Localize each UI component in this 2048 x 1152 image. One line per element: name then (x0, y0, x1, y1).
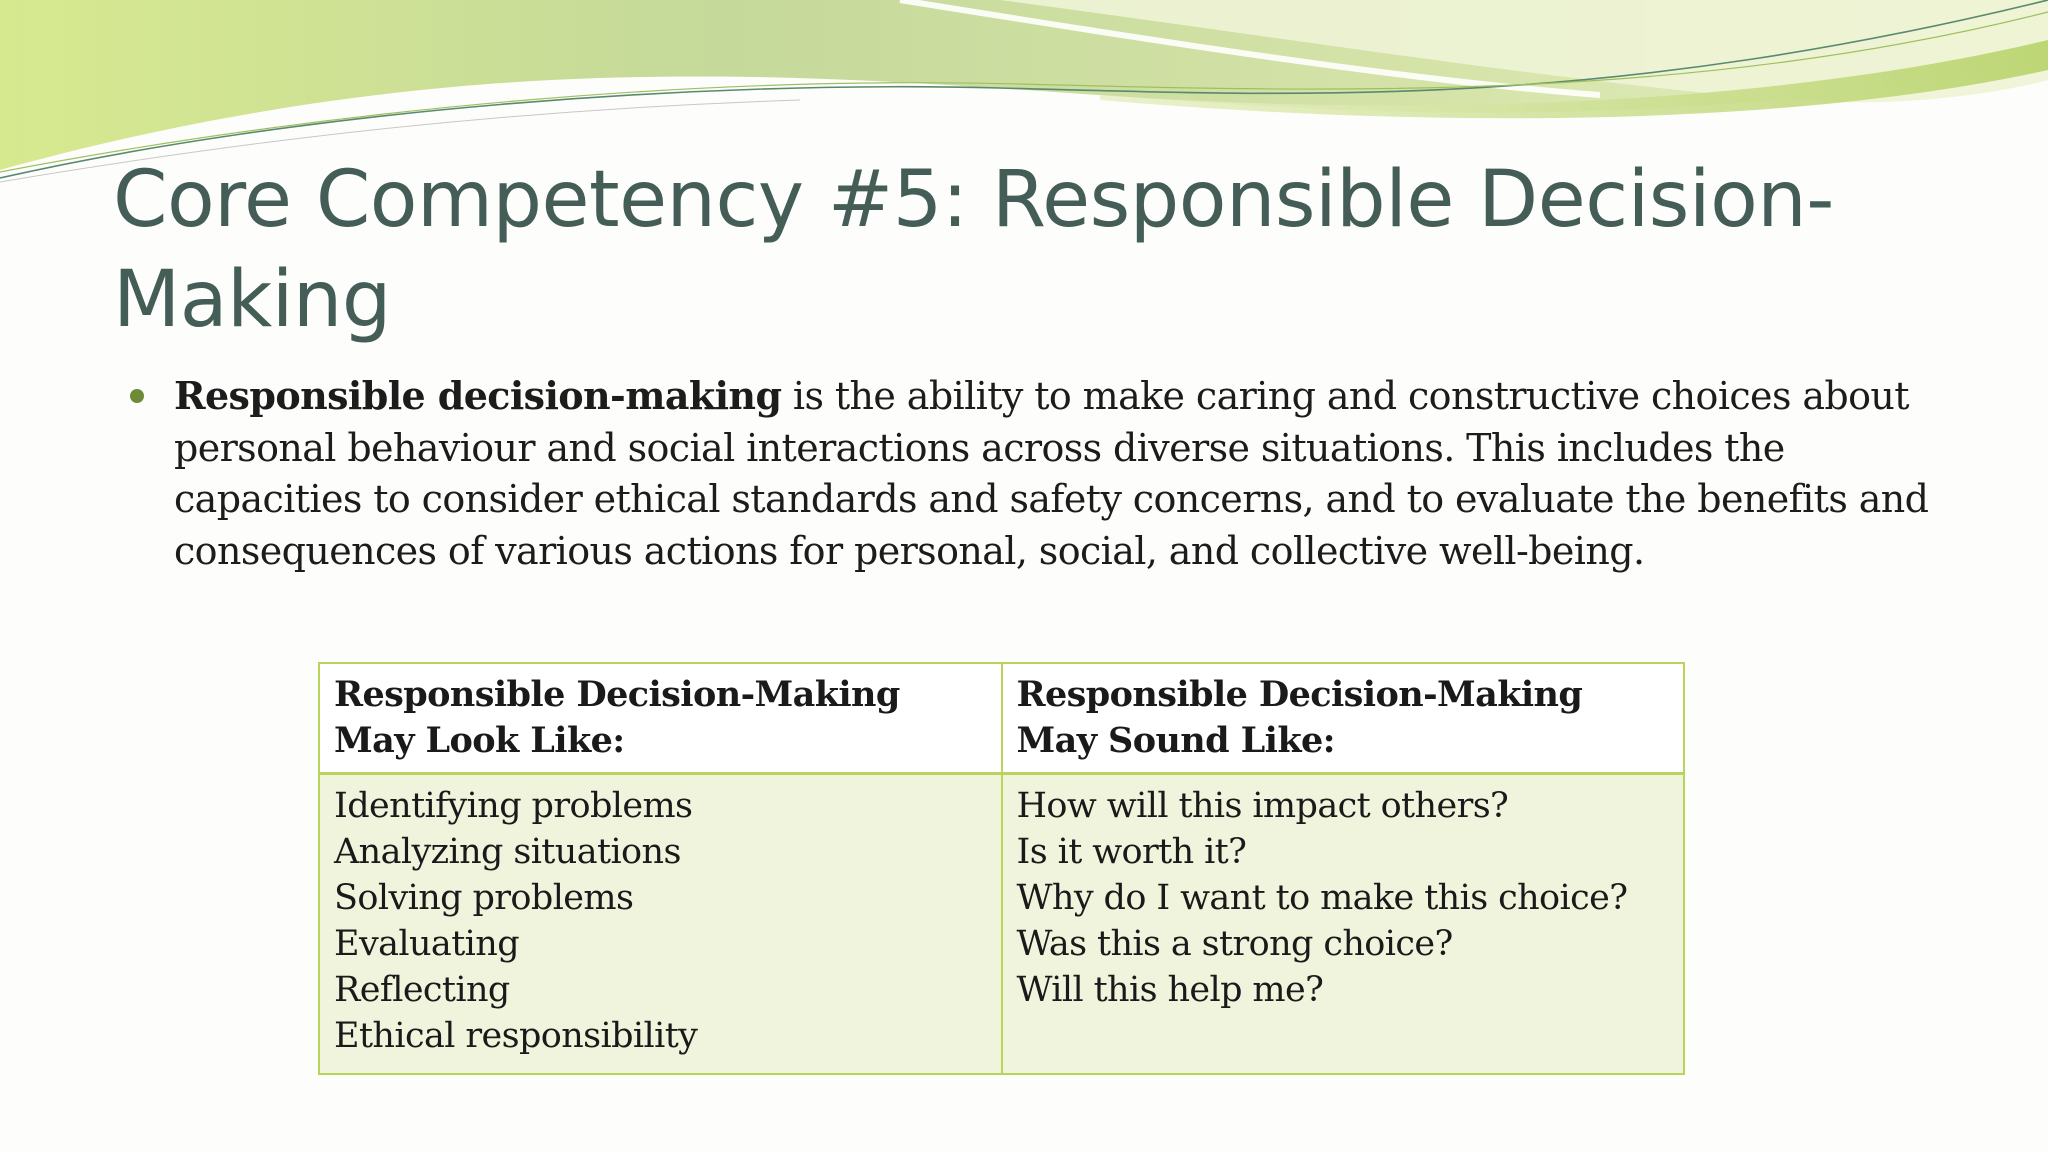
look-like-item: Ethical responsibility (334, 1016, 698, 1056)
header-look-like: Responsible Decision-Making May Look Like: (319, 663, 1002, 774)
look-like-item: Analyzing situations (334, 832, 681, 872)
sound-like-item: Is it worth it? (1016, 832, 1247, 872)
table-header-row (319, 663, 1684, 774)
look-like-item: Identifying problems (334, 786, 693, 826)
competency-table (318, 662, 1685, 1075)
look-like-item: Solving problems (334, 878, 634, 918)
definition-bullet (130, 370, 1930, 577)
definition-term: Responsible decision-making (174, 373, 782, 418)
sound-like-item: Will this help me? (1016, 970, 1324, 1010)
look-like-cell (319, 774, 1002, 1075)
sound-like-item: Was this a strong choice? (1016, 924, 1453, 964)
sound-like-item: Why do I want to make this choice? (1016, 878, 1628, 918)
look-like-item: Evaluating (334, 924, 519, 964)
sound-like-item: How will this impact others? (1016, 786, 1509, 826)
header-sound-like: Responsible Decision-Making May Sound Like: (1002, 663, 1685, 774)
slide-title: Core Competency #5: Responsible Decision-Making (113, 155, 1834, 345)
table-row (319, 774, 1684, 1075)
bullet-dot-icon (130, 389, 144, 403)
definition-text: is the ability to make caring and constructive choices about personal behaviour and social interactions across diverse situations. This includes the capacities to consider ethical standards and safety concerns, and to evaluate the benefits and consequences of various actions for personal, social, and collective well-being. (174, 374, 1929, 573)
look-like-item: Reflecting (334, 970, 510, 1010)
body-content (130, 370, 1930, 577)
sound-like-cell (1002, 774, 1685, 1075)
